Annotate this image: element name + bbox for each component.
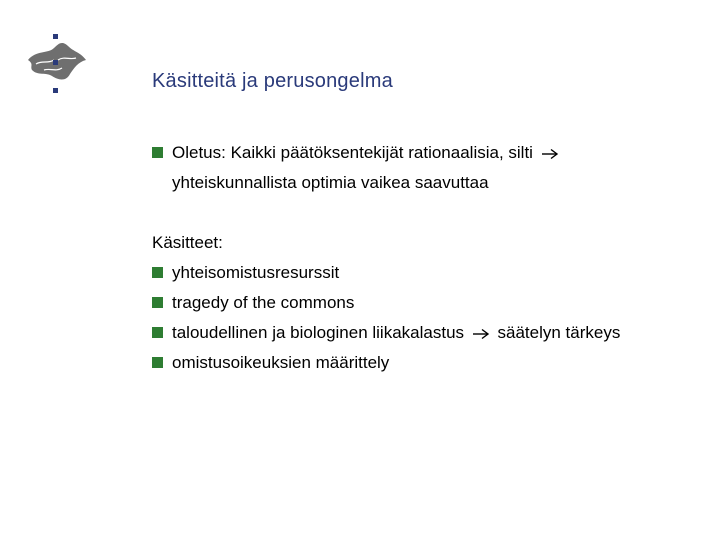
slide-title: Käsitteitä ja perusongelma: [152, 70, 393, 92]
concepts-heading: Käsitteet:: [152, 233, 223, 252]
right-arrow-icon: [541, 148, 559, 160]
concept-item: [152, 318, 692, 348]
concept-text-part1: taloudellinen ja biologinen liikakalastus: [172, 323, 465, 342]
concept-text: yhteisomistusresurssit: [172, 263, 340, 282]
concept-item: [152, 288, 692, 318]
assumption-text-part2: yhteiskunnallista optimia vaikea saavuttaa: [172, 173, 489, 192]
square-bullet-icon: [152, 357, 163, 368]
concept-text: [172, 318, 620, 348]
square-bullet-icon: [152, 297, 163, 308]
concept-item: [152, 348, 692, 378]
slide-content: [152, 138, 692, 378]
university-logo-icon: [22, 30, 90, 98]
right-arrow-icon: [472, 328, 490, 340]
assumption-text-part1: Oletus: Kaikki päätöksentekijät rationaalisia, silti: [172, 143, 533, 162]
assumption-text: [172, 138, 562, 198]
concept-text: tragedy of the commons: [172, 293, 355, 312]
concept-item: [152, 258, 692, 288]
concept-text-part2: säätelyn tärkeys: [497, 323, 621, 342]
square-bullet-icon: [152, 267, 163, 278]
section-spacer: [152, 198, 692, 228]
square-bullet-icon: [152, 147, 163, 158]
square-bullet-icon: [152, 327, 163, 338]
concept-text: omistusoikeuksien määrittely: [172, 353, 390, 372]
assumption-bullet: [152, 138, 692, 198]
